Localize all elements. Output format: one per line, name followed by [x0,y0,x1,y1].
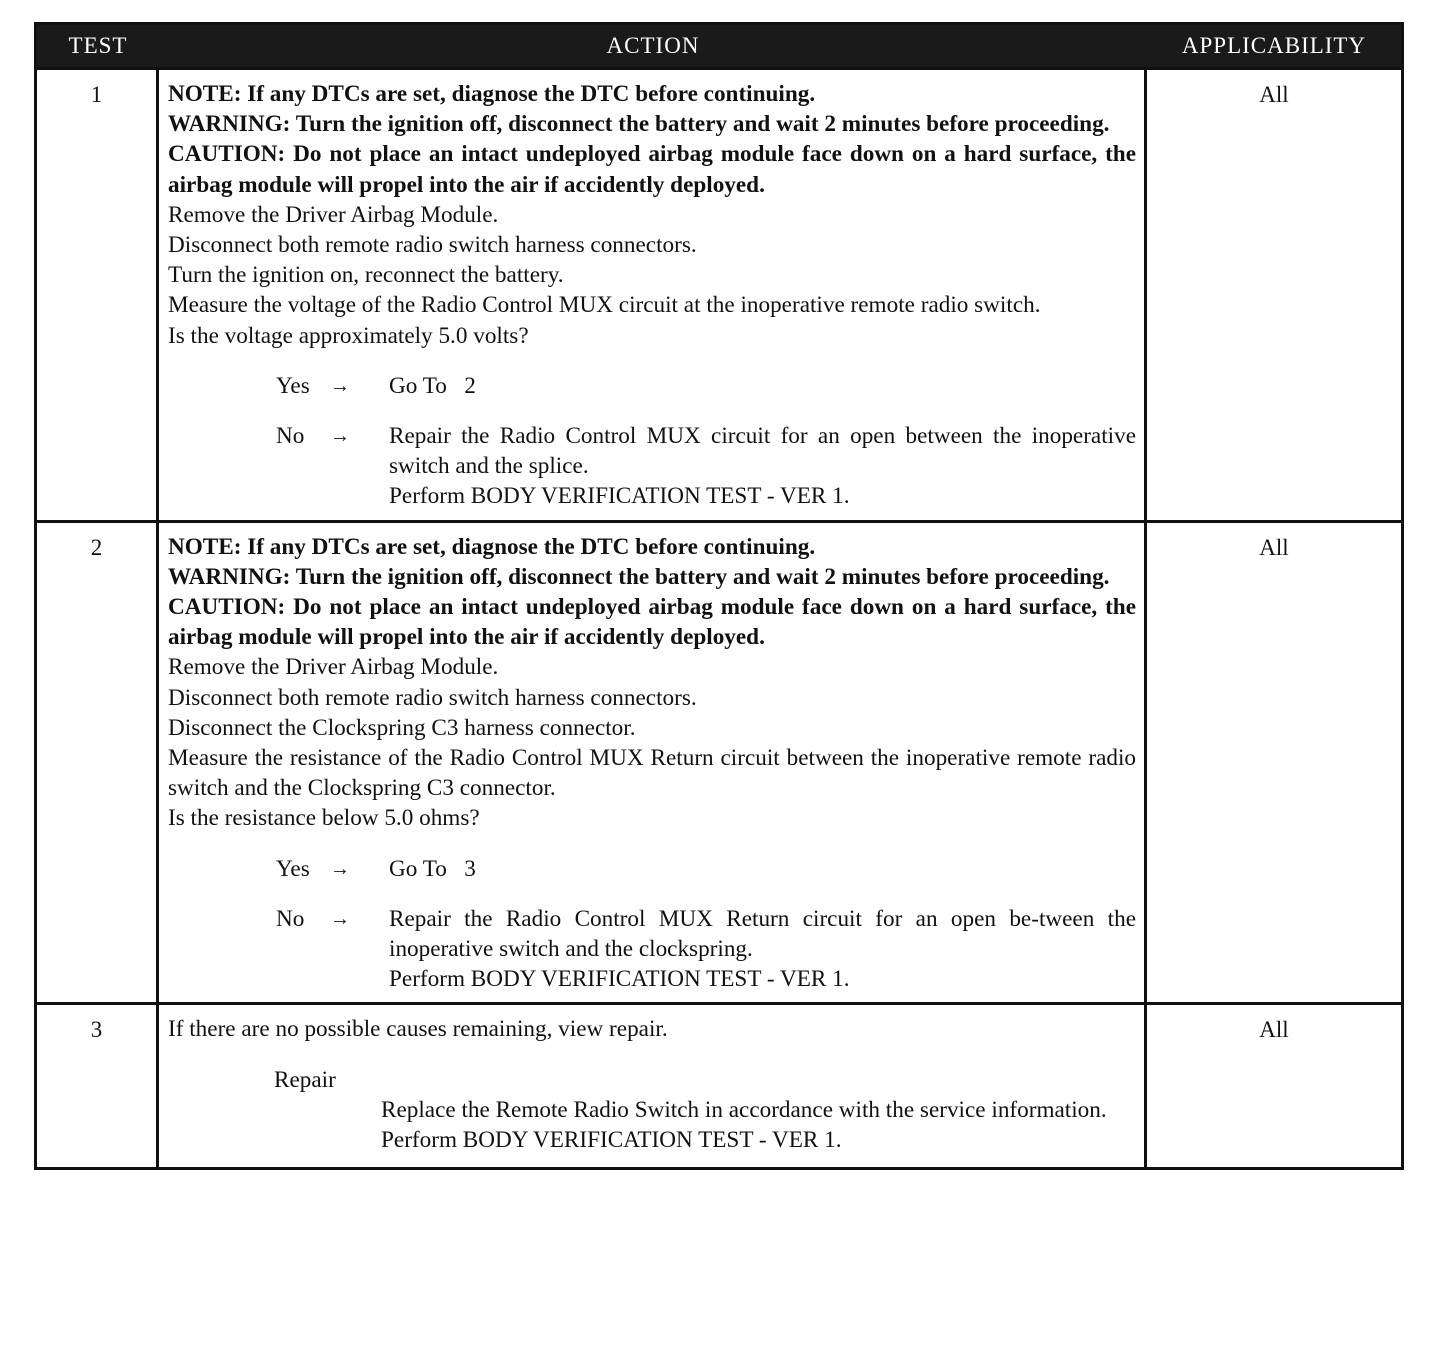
note-text: NOTE: If any DTCs are set, diagnose the DTC before continuing. [168,81,816,107]
no-option [276,421,1136,512]
yes-label: Yes [276,855,310,882]
table-row [37,67,1401,520]
yes-option [276,854,1136,884]
no-result-perform: Perform BODY VERIFICATION TEST - VER 1. [389,483,850,510]
applicability-value: All [1259,534,1289,560]
step-text: Measure the resistance of the Radio Control MUX Return circuit between the inoperative remote radio switch and the Clockspring C3 connector. [168,745,1136,802]
no-result-text: Repair the Radio Control MUX circuit for an open between the inoperative switch and the splice. [389,423,1136,480]
step-text: Disconnect both remote radio switch harness connectors. [168,684,697,711]
test-number: 1 [37,70,159,520]
diagnostic-test-table [34,22,1404,1170]
step-text: Remove the Driver Airbag Module. [168,201,499,228]
test-number: 2 [37,523,159,1003]
caution-text: CAUTION: Do not place an intact undeployed airbag module face down on a hard surface, the airbag module will propel into the air if accidently deployed. [168,141,1136,198]
question-text: Is the resistance below 5.0 ohms? [168,805,480,832]
test-number: 3 [37,1005,159,1167]
action-cell [159,1005,1147,1167]
applicability-value: All [1259,82,1289,107]
no-label: No [276,423,305,450]
answer-options [276,854,1136,995]
step-text: Disconnect both remote radio switch harness connectors. [168,232,697,259]
no-label: No [276,905,305,932]
step-text: Measure the voltage of the Radio Control MUX circuit at the inoperative remote radio switch. [168,292,1041,319]
applicability-value: All [1259,1017,1289,1043]
note-text: NOTE: If any DTCs are set, diagnose the DTC before continuing. [168,533,816,560]
no-option [276,904,1136,995]
arrow-icon: → [330,907,350,930]
yes-label: Yes [276,372,310,399]
answer-options [276,371,1136,512]
step-text: Disconnect the Clockspring C3 harness connector. [168,714,636,741]
yes-result: Go To 2 [389,372,476,399]
action-cell [159,523,1147,1003]
warning-text: WARNING: Turn the ignition off, disconnect the battery and wait 2 minutes before proceeding. [168,111,1110,138]
header-test: TEST [68,33,128,58]
step-text: Turn the ignition on, reconnect the battery. [168,262,564,289]
question-text: Is the voltage approximately 5.0 volts? [168,322,529,349]
no-result [389,904,1136,995]
repair-perform: Perform BODY VERIFICATION TEST - VER 1. [381,1127,842,1154]
arrow-icon: → [330,425,350,448]
yes-result: Go To 3 [389,855,476,882]
table-row [37,520,1401,1003]
intro-text: If there are no possible causes remaining, view repair. [168,1016,668,1043]
no-result [389,421,1136,512]
warning-text: WARNING: Turn the ignition off, disconnect the battery and wait 2 minutes before proceeding. [168,563,1110,590]
repair-text: Replace the Remote Radio Switch in accordance with the service information. [381,1096,1107,1123]
header-applicability: APPLICABILITY [1181,33,1367,58]
table-header [37,25,1401,67]
action-cell [159,70,1147,520]
table-row [37,1002,1401,1167]
repair-label: Repair [274,1066,336,1093]
step-text: Remove the Driver Airbag Module. [168,654,499,681]
arrow-icon: → [330,857,350,880]
arrow-icon: → [330,374,350,397]
no-result-text: Repair the Radio Control MUX Return circuit for an open be-tween the inoperative switch and the clockspring. [389,905,1136,963]
yes-option [276,371,1136,401]
header-action: ACTION [606,33,700,58]
repair-body [381,1095,1136,1155]
no-result-perform: Perform BODY VERIFICATION TEST - VER 1. [389,966,850,993]
caution-text: CAUTION: Do not place an intact undeployed airbag module face down on a hard surface, the airbag module will propel into the air if accidently deployed. [168,594,1136,651]
